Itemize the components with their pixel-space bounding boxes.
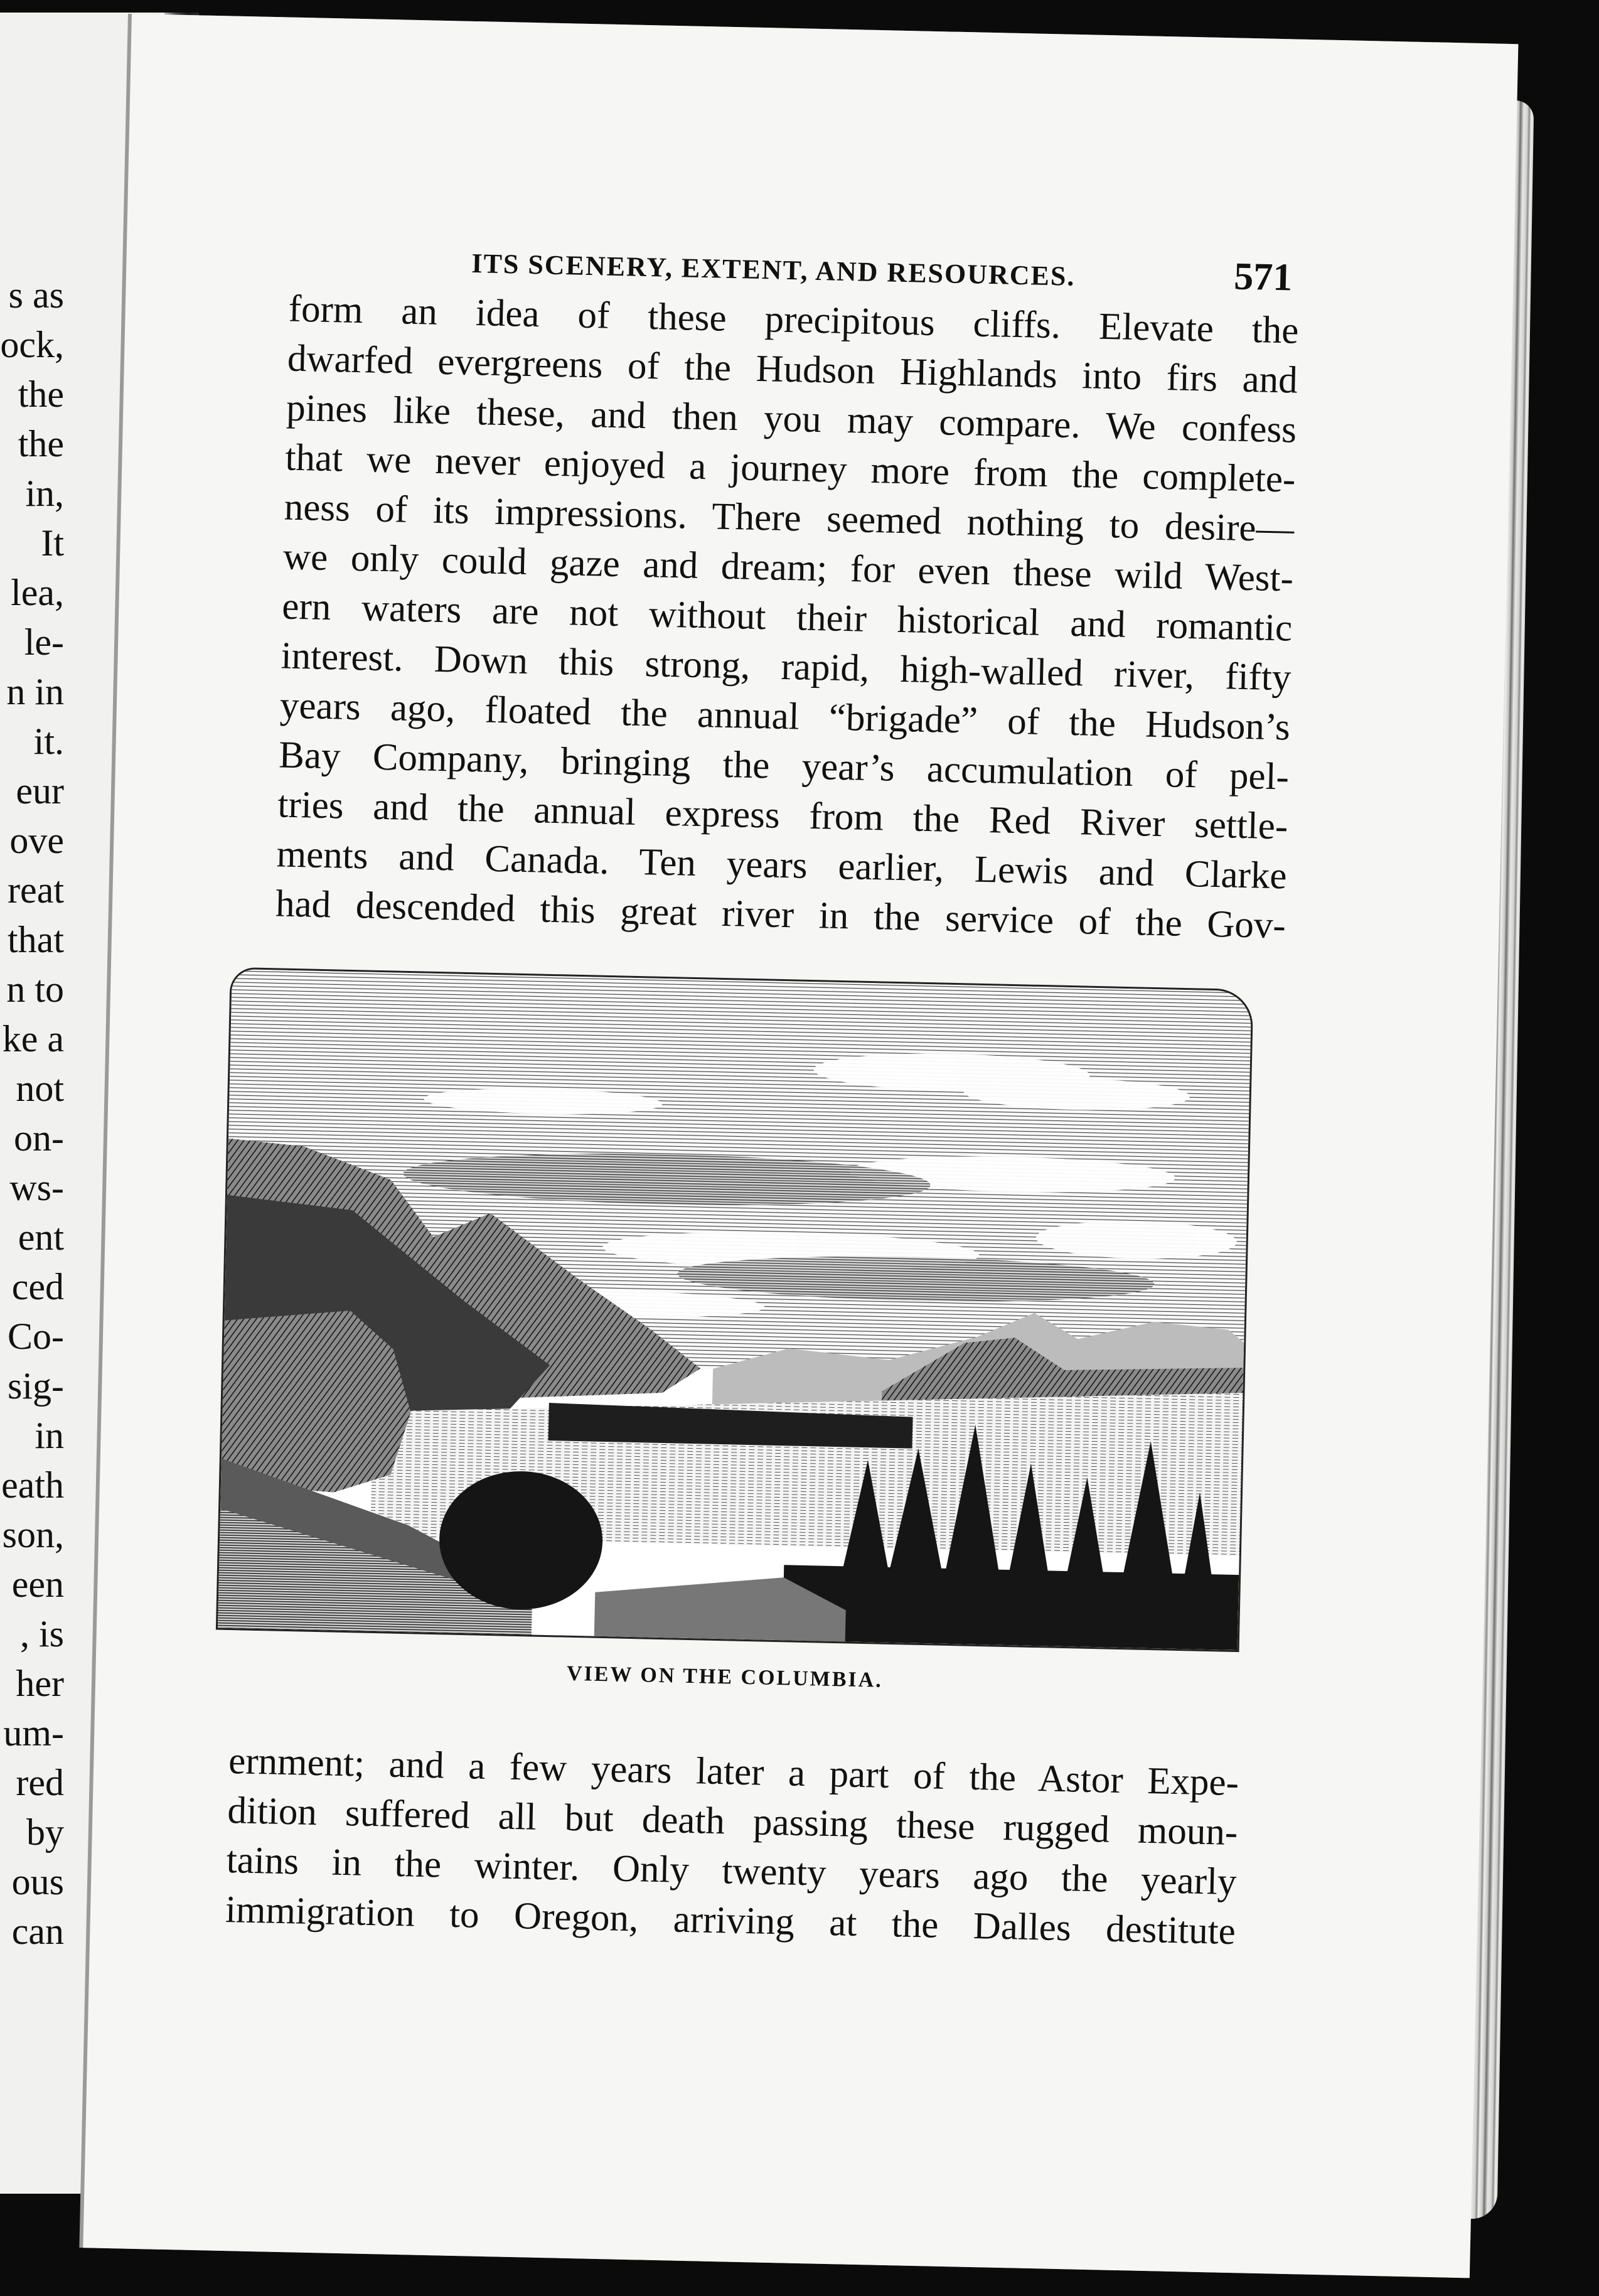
text-line: tains in the winter. Only twenty years ago the yearly — [226, 1838, 1238, 1904]
text-line: years ago, floated the annual “brigade” of the Hudson’s — [279, 684, 1291, 749]
left-page-line-fragment: Co- — [8, 1316, 64, 1357]
left-page-line-fragment: not — [16, 1068, 64, 1109]
text-line: Bay Company, bringing the year’s accumulation of pel- — [278, 734, 1290, 798]
running-head: ITS SCENERY, EXTENT, AND RESOURCES. — [471, 247, 1076, 292]
left-page-line-fragment: ws- — [9, 1167, 64, 1208]
text-line: tries and the annual express from the Red River settle- — [277, 783, 1288, 848]
text-line: ments and Canada. Ten years earlier, Lewis and Clarke — [276, 833, 1288, 898]
book-page-571 — [83, 14, 1518, 2278]
text-line: pines like these, and then you may compare. We confess — [286, 387, 1297, 451]
left-page-line-fragment: her — [16, 1663, 64, 1704]
left-page-line-fragment: eur — [16, 770, 64, 812]
left-page-line-fragment: can — [11, 1911, 64, 1952]
left-page-line-fragment: ock, — [0, 324, 64, 365]
left-page-line-fragment: It — [41, 522, 64, 564]
left-page-line-fragment: the — [18, 373, 64, 415]
left-page-line-fragment: reat — [8, 869, 64, 911]
left-page-line-fragment: eath — [1, 1464, 64, 1506]
left-page-line-fragment: ent — [18, 1216, 64, 1258]
text-line: immigration to Oregon, arriving at the Dalles destitute — [225, 1888, 1236, 1953]
engraving-view-on-the-columbia — [216, 967, 1254, 1652]
left-page-line-fragment: it. — [33, 721, 64, 762]
left-page-line-fragment: een — [11, 1564, 64, 1605]
text-line: ern waters are not without their historical and romantic — [281, 585, 1293, 650]
text-line: had descended this great river in the service of the Gov- — [275, 882, 1286, 947]
page-number: 571 — [1233, 255, 1293, 299]
left-page-line-fragment: in, — [25, 473, 64, 514]
illustration-caption: VIEW ON THE COLUMBIA. — [566, 1661, 884, 1692]
left-page-line-fragment: red — [16, 1762, 64, 1803]
text-line: that we never enjoyed a journey more from the complete- — [284, 436, 1296, 501]
left-page-line-fragment: in — [35, 1415, 64, 1456]
left-page-line-fragment: n in — [6, 671, 64, 712]
left-page-line-fragment: ke a — [2, 1018, 64, 1059]
left-page-line-fragment: n to — [6, 968, 64, 1010]
paragraph-bottom — [225, 1736, 1239, 1956]
left-page-line-fragment: um- — [3, 1712, 64, 1754]
landscape-engraving — [218, 969, 1252, 1650]
left-page-line-fragment: ove — [9, 820, 64, 861]
paragraph-top — [275, 284, 1299, 951]
left-page-line-fragment: on- — [14, 1117, 64, 1159]
left-page-line-fragment: ous — [11, 1861, 64, 1902]
left-page-line-fragment: that — [8, 919, 64, 960]
text-line: dition suffered all but death passing these rugged moun- — [227, 1789, 1238, 1854]
left-page-line-fragment: by — [26, 1811, 64, 1853]
left-page-line-fragment: the — [18, 423, 64, 464]
left-page-line-fragment: le- — [24, 621, 64, 663]
text-line: ness of its impressions. There seemed nothing to desire— — [284, 486, 1295, 550]
text-line: we only could gaze and dream; for even these wild West- — [282, 535, 1294, 600]
left-page-line-fragment: son, — [2, 1514, 64, 1555]
left-page-line-fragment: lea, — [11, 572, 64, 613]
left-page-line-fragment: , is — [19, 1613, 64, 1655]
left-page-line-fragment: s as — [8, 274, 64, 316]
text-line: ernment; and a few years later a part of the Astor Expe- — [228, 1740, 1239, 1805]
text-line: dwarfed evergreens of the Hudson Highlands into firs and — [287, 337, 1298, 402]
left-page-line-fragment: ced — [11, 1266, 64, 1307]
text-line: form an idea of these precipitous cliffs. Elevate the — [288, 287, 1300, 352]
text-line: interest. Down this strong, rapid, high-walled river, fifty — [281, 635, 1292, 699]
left-page-line-fragment: sig- — [8, 1365, 64, 1407]
